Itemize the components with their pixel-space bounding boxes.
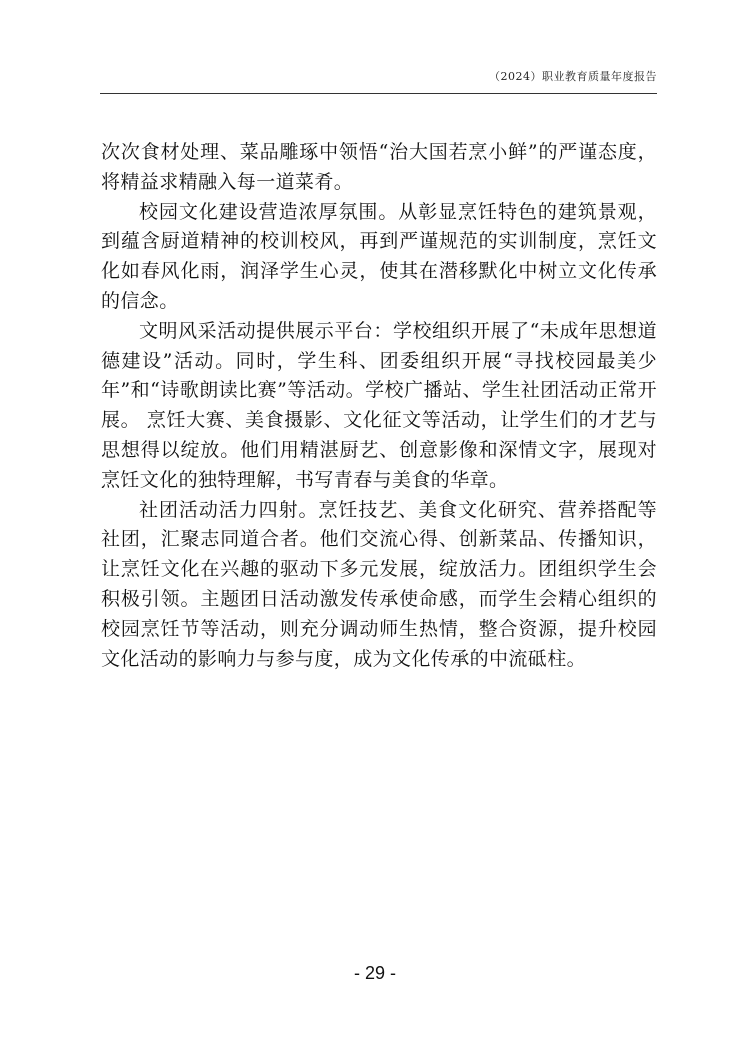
paragraph-continuation: 次次食材处理、菜品雕琢中领悟“治大国若烹小鲜”的严谨态度，将精益求精融入每一道菜肴。 — [101, 141, 657, 193]
paragraph-civilization-activities: 文明风采活动提供展示平台：学校组织开展了“未成年思想道德建设”活动。同时，学生科、团委组织开展“寻找校园最美少年”和“诗歌朗读比赛”等活动。学校广播站、学生社团活动正常开展。 烹饪大赛、美食摄影、文化征文等活动，让学生们的才艺与思想得以绽放。他们用精湛厨艺、创意影像和深情文字，展现对烹饪文化的独特理解，书写青春与美食的华章。 — [101, 319, 657, 491]
page-header — [100, 64, 657, 94]
report-title: （2024）职业教育质量年度报告 — [489, 70, 657, 83]
page-number: - 29 - — [353, 963, 396, 983]
paragraph-campus-culture: 校园文化建设营造浓厚氛围。从彰显烹饪特色的建筑景观，到蕴含厨道精神的校训校风，再到严谨规范的实训制度，烹饪文化如春风化雨，润泽学生心灵，使其在潜移默化中树立文化传承的信念。 — [101, 200, 657, 312]
body-text — [101, 138, 657, 674]
paragraph-club-activities: 社团活动活力四射。烹饪技艺、美食文化研究、营养搭配等社团，汇聚志同道合者。他们交流心得、创新菜品、传播知识，让烹饪文化在兴趣的驱动下多元发展，绽放活力。团组织学生会积极引领。主题团日活动激发传承使命感，而学生会精心组织的校园烹饪节等活动，则充分调动师生热情，整合资源，提升校园文化活动的影响力与参与度，成为文化传承的中流砥柱。 — [101, 498, 657, 670]
header-divider — [100, 93, 657, 94]
